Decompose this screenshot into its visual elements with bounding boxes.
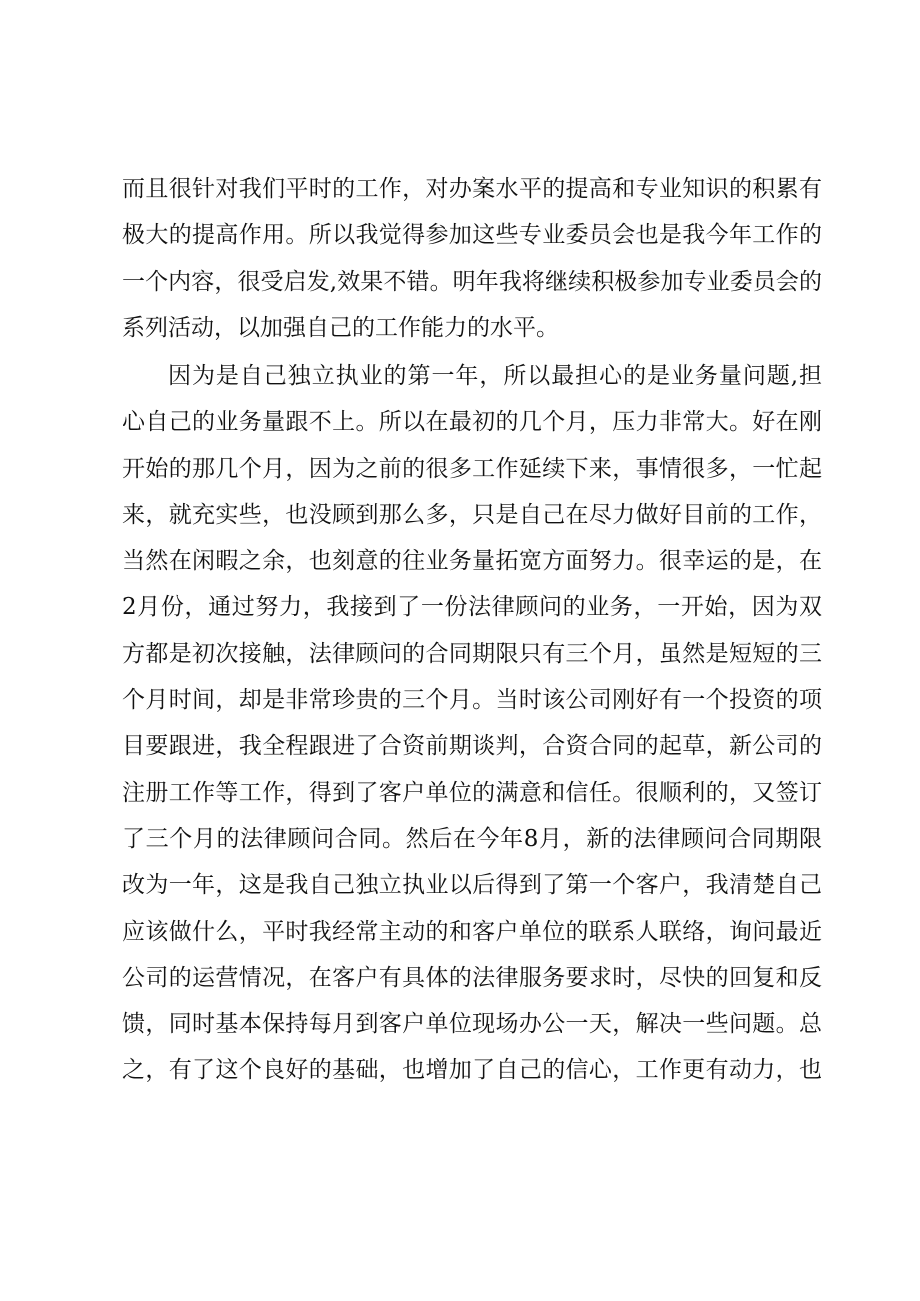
paragraph-1 [122, 166, 822, 351]
paragraph-2 [122, 353, 822, 1094]
text-line: 方都是初次接触，法律顾问的合同期限只有三个月，虽然是短短的三 [122, 640, 822, 667]
text-line: 注册工作等工作，得到了客户单位的满意和信任。很顺利的，又签订 [122, 779, 822, 806]
text-line: 一个内容，很受启发,效果不错。明年我将继续积极参加专业委员会的 [122, 268, 822, 295]
text-line: 当然在闲暇之余，也刻意的往业务量拓宽方面努力。很幸运的是，在 [122, 548, 822, 575]
text-line: 2月份，通过努力，我接到了一份法律顾问的业务，一开始，因为双 [122, 594, 822, 621]
text-line: 开始的那几个月，因为之前的很多工作延续下来，事情很多，一忙起 [122, 455, 822, 482]
text-line: 来，就充实些，也没顾到那么多，只是自己在尽力做好目前的工作， [122, 501, 822, 528]
text-line: 而且很针对我们平时的工作，对办案水平的提高和专业知识的积累有 [122, 176, 822, 202]
text-line: 极大的提高作用。所以我觉得参加这些专业委员会也是我今年工作的 [122, 222, 822, 249]
text-line: 应该做什么，平时我经常主动的和客户单位的联系人联络，询问最近 [122, 918, 822, 945]
text-line: 改为一年，这是我自己独立执业以后得到了第一个客户，我清楚自己 [122, 872, 822, 899]
text-line: 目要跟进，我全程跟进了合资前期谈判，合资合同的起草，新公司的 [122, 733, 822, 760]
text-line-last: 系列活动，以加强自己的工作能力的水平。 [122, 314, 559, 341]
text-line: 个月时间，却是非常珍贵的三个月。当时该公司刚好有一个投资的项 [122, 687, 822, 714]
text-line: 了三个月的法律顾问合同。然后在今年8月，新的法律顾问合同期限 [122, 825, 822, 852]
text-line: 公司的运营情况，在客户有具体的法律服务要求时，尽快的回复和反 [122, 964, 822, 991]
text-line: 之，有了这个良好的基础，也增加了自己的信心，工作更有动力，也 [122, 1057, 822, 1084]
text-line: 心自己的业务量跟不上。所以在最初的几个月，压力非常大。好在刚 [122, 409, 822, 436]
text-line-first: 因为是自己独立执业的第一年，所以最担心的是业务量问题,担 [168, 363, 822, 389]
text-line: 馈，同时基本保持每月到客户单位现场办公一天，解决一些问题。总 [122, 1011, 822, 1038]
